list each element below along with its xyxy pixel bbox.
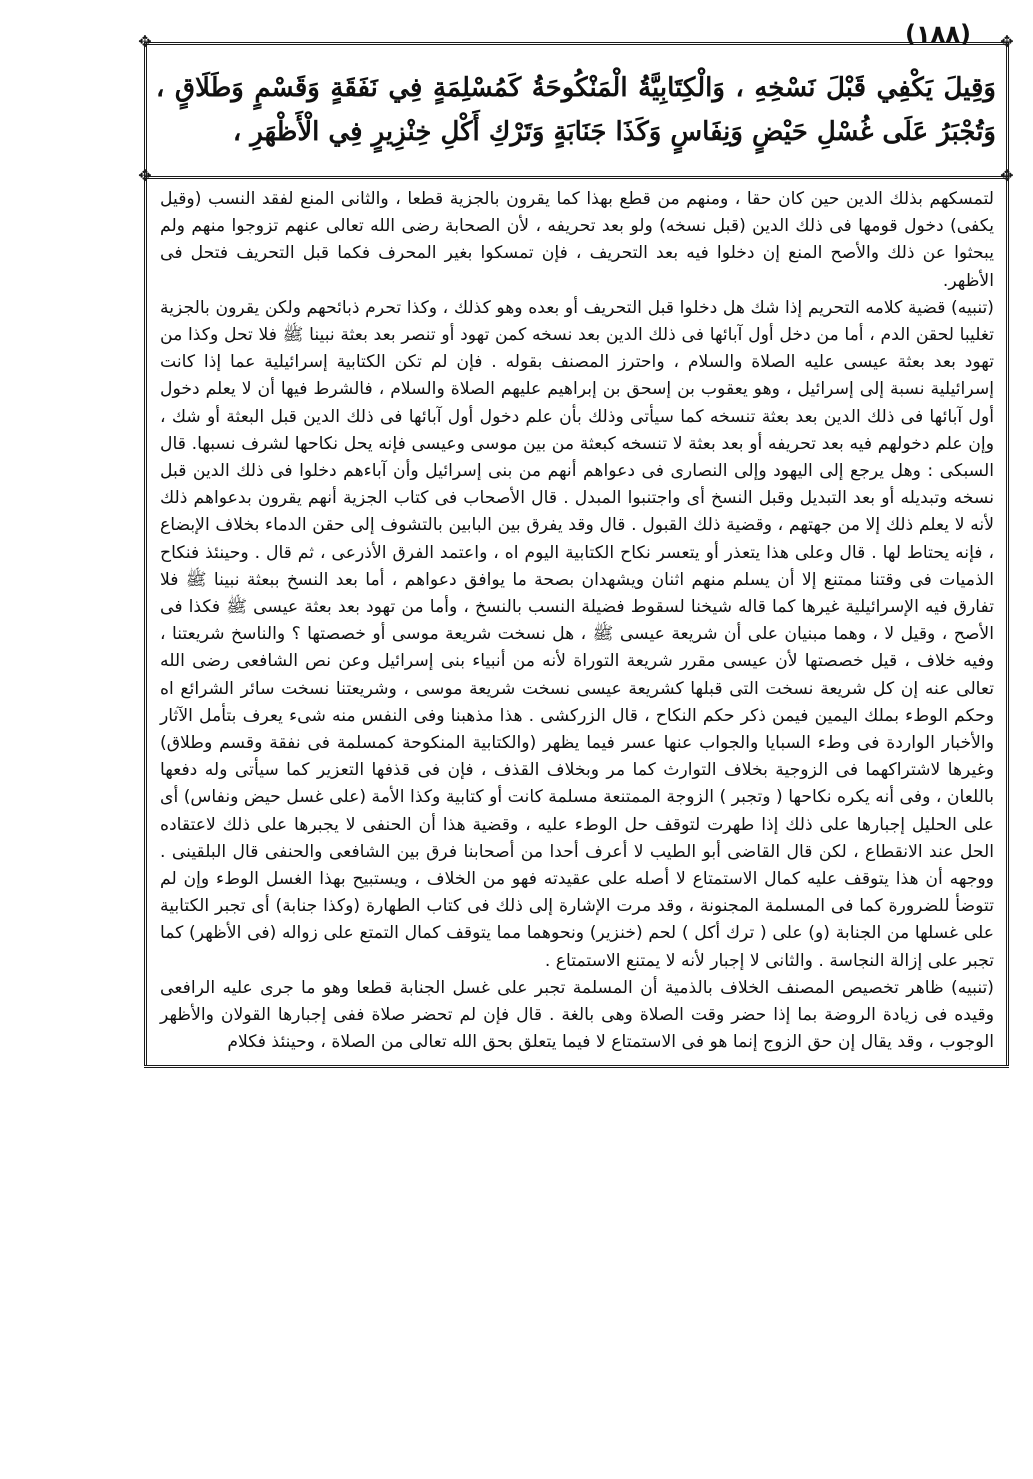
sharh-paragraph-2: (تنبيه) قضية كلامه التحريم إذا شك هل دخلوا قبل التحريف أو بعده وهو كذلك ، وكذا تحرم ذبائحهم ولكن يقرون بالجزية تغليبا لحقن الدم ، أما من دخل أول آبائها فى ذلك الدين بعد نسخه كمن تهود أو تنصر بعد بعثة نبينا ﷺ فلا تحل وكذا من تهود بعد بعثة عيسى عليه الصلاة والسلام ، واحترز المصنف بقوله . فإن لم تكن الكتابية إسرائيلية عما إذا كانت إسرائيلية نسبة إلى إسرائيل ، وهو يعقوب بن إسحق بن إبراهيم عليهم الصلاة والسلام ، فالشرط فيها أن لا يعلم دخول أول آبائها فى ذلك الدين بعد بعثة تنسخه كما سيأتى وذلك بأن علم دخول أول آبائها فى ذلك الدين قبل البعثة أو شك ، وإن علم دخولهم فيه بعد تحريفه أو بعد بعثة لا تنسخه كبعثة من بين موسى وعيسى فإنه يحل نكاحها لشرف نسبها. قال السبكى : وهل يرجع إلى اليهود وإلى النصارى فى دعواهم أنهم من بنى إسرائيل وأن آباءهم دخلوا فى ذلك الدين قبل نسخه وتبديله أو بعد التبديل وقبل النسخ أى واجتنبوا المبدل . قال الأصحاب فى كتاب الجزية أنهم يقرون بدعواهم ذلك لأنه لا يعلم ذلك إلا من جهتهم ، وقضية ذلك القبول . قال وقد يفرق بين البابين بالتشوف إلى حقن الدماء بخلاف الإبضاع ، فإنه يحتاط لها . قال وعلى هذا يتعذر أو يتعسر نكاح الكتابية اليوم اه ، واعتمد الفرق الأذرعى ، ثم قال . وحينئذ فنكاح الذميات فى وقتنا ممتنع إلا أن يسلم منهم اثنان ويشهدان بصحة ما يوافق دعواهم ، أما بعد النسخ ببعثة نبينا ﷺ فلا تفارق فيه الإسرائيلية غيرها كما قاله شيخنا لسقوط فضيلة النسب بالنسخ ، وأما من تهود بعد بعثة عيسى ﷺ فكذا فى الأصح ، وقيل لا ، وهما مبنيان على أن شريعة عيسى ﷺ ، هل نسخت شريعة موسى أو خصصتها ؟ والناسخ شريعتنا ، وفيه خلاف ، قيل خصصتها لأن عيسى مقرر شريعة التوراة لأنه من أنبياء بنى إسرائيل وعن نص الشافعى رضى الله تعالى عنه إن كل شريعة نسخت التى قبلها كشريعة عيسى نسخت شريعة موسى ، وشريعتنا نسخت سائر الشرائع اه وحكم الوطء بملك اليمين فيمن ذكر حكم النكاح ، قال الزركشى . هذا مذهبنا وفى النفس منه شىء يعرف بتأمل الآثار والأخبار الواردة فى وطء السبايا والجواب عنها عسر فيما يظهر (والكتابية المنكوحة كمسلمة فى نفقة وقسم وطلاق) وغيرها لاشتراكهما فى الزوجية بخلاف التوارث كما مر وبخلاف القذف ، فإن فى قذفها التعزير كما سيأتى وله دفعها باللعان ، وفى أنه يكره نكاحها ( وتجبر ) الزوجة الممتنعة مسلمة كانت أو كتابية وكذا الأمة (على غسل حيض ونفاس) أى على الحليل إجبارها على ذلك إذا طهرت لتوقف حل الوطء عليه ، وقضية هذا أن الحنفى لا يجبرها على ذلك لاعتقاده الحل عند الانقطاع ، لكن قال القاضى أبو الطيب لا أعرف أحدا من أصحابنا فرق بين الشافعى والحنفى قال البلقينى . ووجهه أن هذا يتوقف عليه كمال الاستمتاع لا أصله على عقيدته فهو من الخلاف ، ويستبيح بهذا الغسل الوطء وإن لم تتوضأ للضرورة كما فى المسلمة المجنونة ، وقد مرت الإشارة إلى ذلك فى كتاب الطهارة (وكذا جنابة) أى تجبر الكتابية على غسلها من الجنابة (و) على ( ترك أكل ) لحم (خنزير) ونحوهما مما يتوقف كمال التمتع على زواله (فى الأظهر) كما تجبر على إزالة النجاسة . والثانى لا إجبار لأنه لا يمتنع الاستمتاع . bbox=[160, 297, 994, 971]
corner-ornament-top-right: ✥ bbox=[1000, 32, 1014, 51]
top-rule bbox=[144, 42, 1009, 45]
page-number: (١٨٨) bbox=[905, 20, 971, 48]
corner-ornament-top-left: ✥ bbox=[138, 32, 152, 51]
matn-separator-rule bbox=[144, 176, 1009, 179]
left-border bbox=[144, 42, 147, 1065]
right-border bbox=[1006, 42, 1009, 1065]
sharh-paragraph-1: لتمسكهم بذلك الدين حين كان حقا ، ومنهم من قطع بهذا كما يقرون بالجزية قطعا ، والثانى المنع لفقد النسب (وقيل يكفى) دخول قومها فى ذلك الدين (قبل نسخه) ولو بعد تحريفه ، لأن الصحابة رضى الله تعالى عنهم تزوجوا منهم ولم يبحثوا عن ذلك والأصح المنع إن دخلوا فيه بعد التحريف ، فإن تمسكوا بغير المحرف فكما قبل التحريف فتحل فى الأظهر. bbox=[160, 189, 994, 291]
sharh-paragraph-3: (تنبيه) ظاهر تخصيص المصنف الخلاف بالذمية أن المسلمة تجبر على غسل الجنابة قطعا وهو ما جرى عليه الرافعى وقيده فى زيادة الروضة بما إذا حضر وقت الصلاة وهى بالغة . قال فإن لم تحضر صلاة ففى إجبارها القولان والأظهر الوجوب ، وقد يقال إن حق الزوج إنما هو فى الاستمتاع لا فيما يتعلق بحق الله تعالى من الصلاة ، وحينئذ فكلام bbox=[160, 977, 994, 1053]
corner-ornament-mid-right: ✥ bbox=[1000, 166, 1014, 185]
matn-text: وَقِيلَ يَكْفِي قَبْلَ نَسْخِهِ ، وَالْكِتَابِيَّةُ الْمَنْكُوحَةُ كَمُسْلِمَةٍ فِي نَفَقَةٍ وَقَسْمٍ وَطَلَاقٍ ، وَتُجْبَرُ عَلَى غُسْلِ حَيْضٍ وَنِفَاسٍ وَكَذَا جَنَابَةٍ وَتَرْكِ أَكْلِ خِنْزِيرٍ فِي الْأَظْهَرِ ، bbox=[156, 73, 996, 147]
sharh-commentary bbox=[160, 186, 994, 1057]
bottom-rule bbox=[144, 1065, 1009, 1068]
corner-ornament-mid-left: ✥ bbox=[138, 166, 152, 185]
